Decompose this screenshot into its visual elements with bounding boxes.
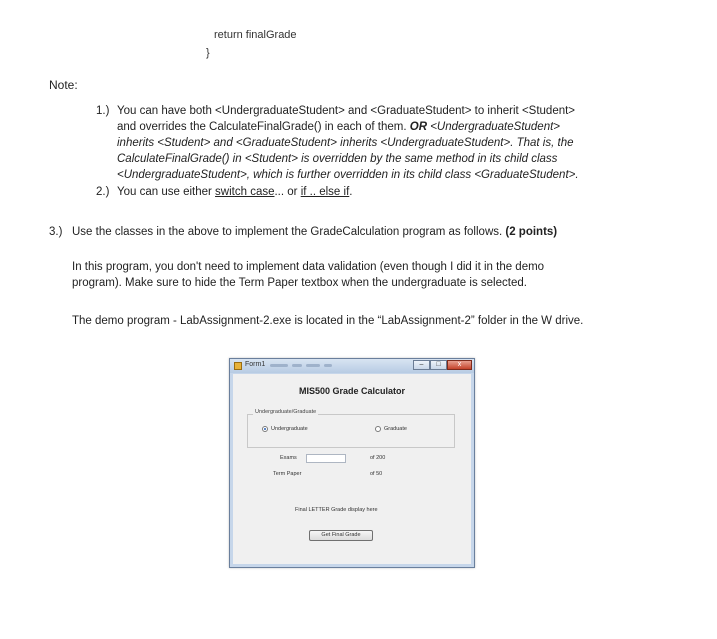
- switch-case-link: switch case: [215, 186, 275, 198]
- section3-para1-line2: program). Make sure to hide the Term Paper textbox when the undergraduate is selected.: [72, 277, 527, 289]
- section3-instruction: Use the classes in the above to implement the GradeCalculation program as follows.: [72, 226, 506, 238]
- note-item1-line3: inherits <Student> and <GraduateStudent> inherits <UndergraduateStudent>. That is, the: [117, 137, 574, 149]
- graduate-radio[interactable]: [375, 426, 381, 432]
- section3-para2: The demo program - LabAssignment-2.exe is located in the “LabAssignment-2” folder in the W drive.: [72, 315, 584, 327]
- note-item2-number: 2.): [96, 186, 110, 198]
- note-item1-line2c: <UndergraduateStudent>: [427, 121, 561, 133]
- graduate-label: Graduate: [384, 426, 407, 432]
- note-item2-text-b: ... or: [274, 186, 301, 198]
- form-heading: MIS500 Grade Calculator: [298, 386, 406, 396]
- titlebar-blur-3: [306, 364, 320, 367]
- section3-points: (2 points): [505, 226, 558, 238]
- note-item1-line2a: and overrides the CalculateFinalGrade() in each of them.: [117, 121, 410, 133]
- final-grade-display: Final LETTER Grade display here: [295, 507, 378, 513]
- minimize-button[interactable]: –: [413, 360, 430, 370]
- code-closing-brace: }: [206, 47, 210, 59]
- window-title: Form1: [245, 361, 266, 368]
- note-item1-line4: CalculateFinalGrade() in <Student> is overridden by the same method in its child class: [117, 153, 558, 165]
- form-icon: [234, 362, 242, 370]
- note-item2-text-a: You can use either: [117, 186, 216, 198]
- undergraduate-label: Undergraduate: [271, 426, 308, 432]
- titlebar-blur-1: [270, 364, 288, 367]
- form-window-screenshot: [229, 358, 475, 568]
- term-paper-max: of 50: [370, 471, 383, 477]
- note-item1-line5: <UndergraduateStudent>, which is further overridden in its child class <GraduateStudent>.: [117, 169, 579, 181]
- titlebar-blur-4: [324, 364, 332, 367]
- exams-input[interactable]: [306, 454, 346, 463]
- note-heading: Note:: [49, 78, 78, 92]
- term-paper-label: Term Paper: [273, 471, 302, 477]
- section3-text: [72, 224, 557, 240]
- maximize-button[interactable]: □: [430, 360, 447, 370]
- note-item1-line1: You can have both <UndergraduateStudent> and <GraduateStudent> to inherit <Student>: [117, 105, 576, 117]
- form-client-area: [233, 374, 471, 564]
- note-item1-or: OR: [409, 121, 428, 133]
- if-else-link: if .. else if: [300, 186, 350, 198]
- window-titlebar: [230, 359, 474, 373]
- section3-number: 3.): [49, 226, 63, 238]
- group-label: Undergraduate/Graduate: [255, 409, 317, 415]
- get-final-grade-button[interactable]: Get Final Grade: [309, 530, 373, 541]
- titlebar-blur-2: [292, 364, 302, 367]
- close-button[interactable]: x: [447, 360, 472, 370]
- undergraduate-radio[interactable]: [262, 426, 268, 432]
- note-item2-text: [117, 184, 352, 200]
- section3-para1-line1: In this program, you don't need to implement data validation (even though I did it in the demo: [72, 261, 545, 273]
- note-item1-number: 1.): [96, 105, 110, 117]
- code-return-line: return finalGrade: [214, 29, 297, 41]
- note-item2-text-c: .: [349, 186, 353, 198]
- exams-max: of 200: [370, 455, 386, 461]
- exams-label: Exams: [280, 455, 297, 461]
- note-item1-line2: [117, 119, 560, 135]
